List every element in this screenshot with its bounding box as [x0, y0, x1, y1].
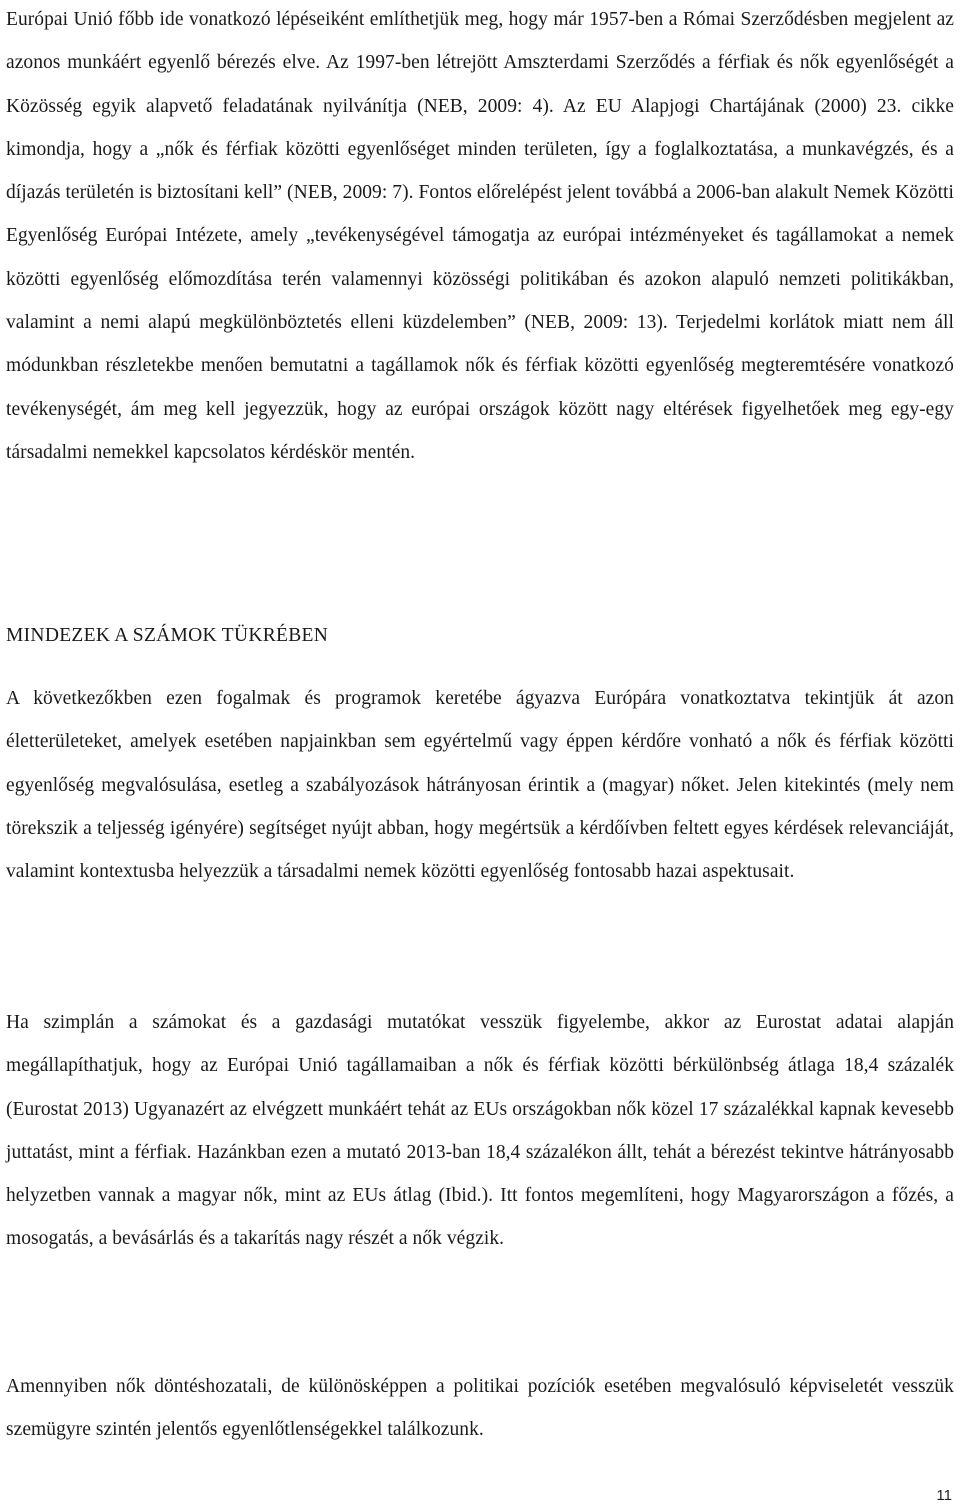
page-number: 11	[936, 1487, 952, 1504]
paragraph-pay-gap: Ha szimplán a számokat és a gazdasági mutatókat vesszük figyelembe, akkor az Eurostat adatai alapján megállapíthatjuk, hogy az Európai Unió tagállamaiban a nők és férfiak közötti bérkülönbség átlaga 18,4 százalék (Eurostat 2013) Ugyanazért az elvégzett munkáért tehát az EUs országokban nők közel 17 százalékkal kapnak kevesebb juttatást, mint a férfiak. Hazánkban ezen a mutató 2013-ban 18,4 százalékon állt, tehát a bérezést tekintve hátrányosabb helyzetben vannak a magyar nők, mint az EUs átlag (Ibid.). Itt fontos megemlíteni, hogy Magyarországon a főzés, a mosogatás, a bevásárlás és a takarítás nagy részét a nők végzik.	[6, 1012, 954, 1250]
paragraph-eu-equality-steps: Európai Unió főbb ide vonatkozó lépéseiként említhetjük meg, hogy már 1957-ben a Római Szerződésben megjelent az azonos munkáért egyenlő bérezés elve. Az 1997-ben létrejött Amszterdami Szerződés a férfiak és nők egyenlőségét a Közösség egyik alapvető feladatának nyilvánítja (NEB, 2009: 4). Az EU Alapjogi Chartájának (2000) 23. cikke kimondja, hogy a „nők és férfiak közötti egyenlőséget minden területen, így a foglalkoztatása, a munkavégzés, és a díjazás területén is biztosítani kell” (NEB, 2009: 7). Fontos előrelépést jelent továbbá a 2006-ban alakult Nemek Közötti Egyenlőség Európai Intézete, amely „tevékenységével támogatja az európai intézményeket és tagállamokat a nemek közötti egyenlőség előmozdítása terén valamennyi közösségi politikában és azokon alapuló nemzeti politikákban, valamint a nemi alapú megkülönböztetés elleni küzdelemben” (NEB, 2009: 13). Terjedelmi korlátok miatt nem áll módunkban részletekbe menően bemutatni a tagállamok nők és férfiak közötti egyenlőség megteremtésére vonatkozó tevékenységét, ám meg kell jegyezzük, hogy az európai országok között nagy eltérések figyelhetőek meg egy-egy társadalmi nemekkel kapcsolatos kérdéskör mentén.	[6, 9, 954, 463]
paragraph-life-areas: A következőkben ezen fogalmak és programok keretébe ágyazva Európára vonatkoztatva tekintjük át azon életterületeket, amelyek esetében napjainkban sem egyértelmű vagy éppen kérdőre vonható a nők és férfiak közötti egyenlőség megvalósulása, esetleg a szabályozások hátrányosan érintik a (magyar) nőket. Jelen kitekintés (mely nem törekszik a teljesség igényére) segítséget nyújt abban, hogy megértsük a kérdőívben feltett egyes kérdések relevanciáját, valamint kontextusba helyezzük a társadalmi nemek közötti egyenlőség fontosabb hazai aspektusait.	[6, 688, 954, 883]
section-heading: MINDEZEK A SZÁMOK TÜKRÉBEN	[6, 625, 329, 646]
paragraph-decision-making: Amennyiben nők döntéshozatali, de különösképpen a politikai pozíciók esetében megvalósuló képviseletét vesszük szemügyre szintén jelentős egyenlőtlenségekkel találkozunk.	[6, 1376, 954, 1441]
